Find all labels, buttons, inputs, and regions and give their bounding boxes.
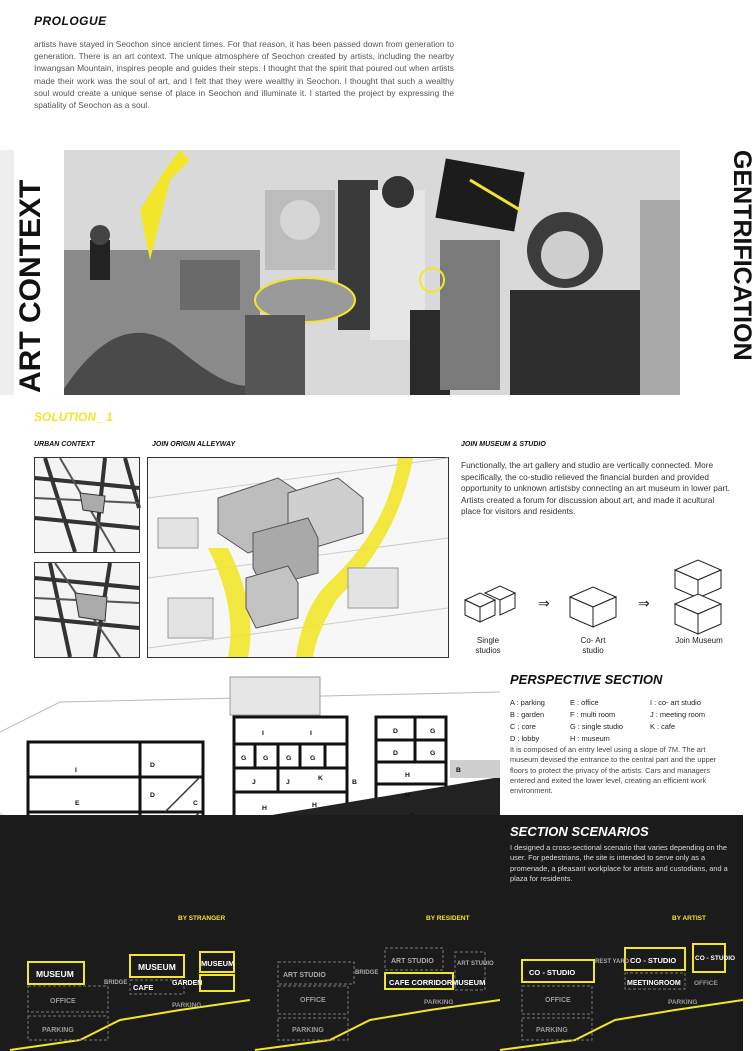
resident-museum: MUSEUM: [452, 978, 486, 987]
art-context-title-panel: [14, 150, 64, 395]
cube-diagram: [455, 560, 740, 640]
stranger-garden: GARDEN: [172, 980, 203, 987]
co-studio-cube: [570, 587, 616, 627]
stranger-parking-2: PARKING: [172, 1002, 202, 1009]
room-letter: I: [262, 730, 264, 737]
urban-context-label: URBAN CONTEXT: [34, 441, 95, 448]
gentrification-title: GENTRIFICATION: [728, 150, 756, 361]
resident-cafe-corridor: CAFE CORRIDOR: [389, 978, 453, 987]
join-alleyway-label: JOIN ORIGIN ALLEYWAY: [152, 441, 236, 448]
perspective-section-title: PERSPECTIVE SECTION: [510, 672, 663, 687]
prologue-title: PROLOGUE: [34, 14, 107, 28]
legend-item: K : cafe: [650, 722, 676, 731]
room-letter: H: [405, 772, 410, 779]
room-letter: H: [262, 805, 267, 812]
section-scenarios-title: SECTION SCENARIOS: [510, 824, 649, 839]
stranger-bridge: BRIDGE: [104, 980, 128, 986]
legend-item: J : meeting room: [650, 710, 706, 719]
resident-art-studio-2: ART STUDIO: [391, 958, 434, 965]
room-letter: J: [252, 779, 256, 786]
room-letter: G: [430, 728, 436, 735]
section-scenarios-text: I designed a cross-sectional scenario that varies depending on the user. For pedestrians, the site is intended to serve only as a promenade, a pleasant workplace for artists and custodians, and a plaza for residents.: [510, 843, 728, 883]
map-2-graphic: [35, 563, 139, 657]
resident-parking-2: PARKING: [424, 999, 454, 1006]
room-letter: K: [318, 775, 323, 782]
room-letter: G: [241, 755, 247, 762]
artist-meetingroom: MEETINGROOM: [627, 980, 681, 987]
join-museum-label: JOIN MUSEUM & STUDIO: [461, 441, 546, 448]
alleyway-axonometric: [147, 457, 449, 658]
legend-item: G : single studio: [570, 722, 623, 731]
gentrification-title-panel: [680, 150, 756, 395]
co-art-studio-label: Co- Art studio: [580, 636, 606, 655]
stranger-office: OFFICE: [50, 998, 76, 1005]
arrow-icon-2: ⇒: [638, 595, 650, 611]
scenario-sections: [0, 930, 743, 1051]
room-letter: J: [286, 779, 290, 786]
legend-item: B : garden: [510, 710, 545, 719]
artist-parking: PARKING: [536, 1027, 568, 1034]
room-letter: D: [150, 792, 155, 799]
artist-rest-yard: REST YARD: [595, 959, 630, 965]
stranger-cafe: CAFE: [133, 983, 154, 992]
stranger-museum-1: MUSEUM: [36, 969, 74, 979]
room-letter: I: [75, 767, 77, 774]
resident-art-studio-3: ART STUDIO: [457, 961, 494, 967]
room-letter: B: [456, 767, 461, 774]
stranger-museum-2: MUSEUM: [138, 962, 176, 972]
room-letter: H: [312, 802, 317, 809]
by-stranger-label: BY STRANGER: [178, 915, 226, 922]
stranger-museum-3: MUSEUM: [201, 959, 235, 968]
room-letter: G: [430, 750, 436, 757]
artist-co-studio-2: CO - STUDIO: [630, 956, 677, 965]
legend-item: F : multi room: [570, 710, 616, 719]
resident-bridge: BRIDGE: [355, 970, 379, 976]
room-letter: G: [286, 755, 292, 762]
room-letter: D: [393, 728, 398, 735]
legend-item: C : core: [510, 722, 536, 731]
join-museum-diagram-label: Join Museum: [675, 636, 723, 645]
legend-item: E : office: [570, 698, 599, 707]
artist-co-studio-3: CO - STUDIO: [695, 955, 736, 962]
legend-item: A : parking: [510, 698, 545, 707]
artist-office: OFFICE: [545, 997, 571, 1004]
legend-item: H : museum: [570, 734, 610, 743]
artist-office-2: OFFICE: [694, 980, 718, 987]
urban-context-map-1: [34, 457, 140, 553]
resident-art-studio-1: ART STUDIO: [283, 972, 326, 979]
map-1-graphic: [35, 458, 139, 552]
room-letter: G: [310, 755, 316, 762]
single-studios-cubes: [465, 586, 515, 622]
collage-graphic: [0, 150, 743, 395]
arrow-icon-1: ⇒: [538, 595, 550, 611]
prologue-text: artists have stayed in Seochon since ancient times. For that reason, it has been passed down from generation to generation. There is an art context. The unique atmosphere of Seochon created by artists, including the nearby Inwangsan Mountain, inspires people and guides their steps. I thought that the spirit that poured out when artists made their work was the soul of art, and I felt that they were wealthy in Seochon. I thought that such a wealthy soul would create a unique sense of place in Seochon and illuminate it. I started the project by expressing the spatiality of Seochon as a soul.: [34, 39, 454, 111]
room-letter: E: [75, 800, 80, 807]
single-studios-label: Single studios: [475, 636, 501, 655]
room-letter: C: [193, 800, 198, 807]
urban-context-map-2: [34, 562, 140, 658]
stranger-parking: PARKING: [42, 1027, 74, 1034]
legend-item: D : lobby: [510, 734, 540, 743]
art-context-title: ART CONTEXT: [14, 179, 47, 393]
collage-image: [0, 150, 743, 395]
perspective-text: It is composed of an entry level using a slope of 7M. The art museum devised the entrance to the central part and the upper floors to protect the privacy of the artists. Cars and managers entered and exited the lower level, creating an efficient work environment.: [510, 745, 717, 796]
room-letter: D: [393, 750, 398, 757]
alleyway-graphic: [148, 458, 448, 657]
artist-parking-2: PARKING: [668, 999, 698, 1006]
legend-item: I : co- art studio: [650, 698, 701, 707]
room-letter: H: [405, 792, 410, 799]
join-museum-text: Functionally, the art gallery and studio are vertically connected. More specifically, the co-studio relieved the financial burden and provided opportunity to unknown artistsby connecting an art museum in lower part. Artists created a forum for discussion about art, and made it acultural place for visitors and residents.: [461, 460, 730, 517]
resident-parking: PARKING: [292, 1027, 324, 1034]
room-letter: G: [263, 755, 269, 762]
room-letter: B: [352, 779, 357, 786]
room-letter: I: [310, 730, 312, 737]
artist-co-studio-1: CO - STUDIO: [529, 968, 576, 977]
by-artist-label: BY ARTIST: [672, 915, 706, 922]
room-letter: D: [150, 762, 155, 769]
resident-office: OFFICE: [300, 997, 326, 1004]
by-resident-label: BY RESIDENT: [426, 915, 470, 922]
join-museum-cubes: [675, 560, 721, 634]
solution-title: SOLUTION_ 1: [34, 410, 113, 424]
section-legend: [510, 697, 735, 745]
